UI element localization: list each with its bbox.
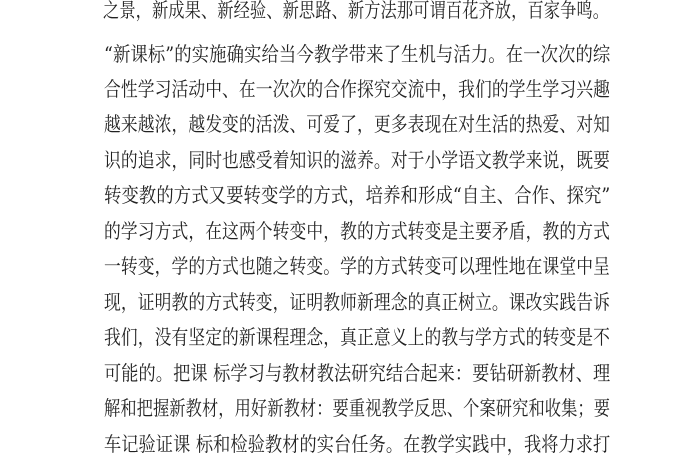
text-line-3: 合性学习活动中、在一次次的合作探究交流中，我们的学生学习兴趣 — [104, 77, 610, 101]
text-line-7: 的学习方式，在这两个转变中，教的方式转变是主要矛盾，教的方式 — [104, 219, 610, 243]
text-line-4: 越来越浓，越发变的活泼、可爱了，更多表现在对生活的热爱、对知 — [104, 112, 610, 136]
text-line-5: 识的追求，同时也感受着知识的滋养。对于小学语文教学来说，既要 — [104, 148, 610, 172]
text-line-12: 解和把握新教材，用好新教材：要重视教学反思、个案研究和收集；要 — [104, 396, 611, 420]
text-line-8: 一转变，学的方式也随之转变。学的方式转变可以理性地在课堂中呈 — [104, 254, 610, 278]
text-line-13: 车记验证课 标和检验教材的实台任务。在教学实践中，我将力求打 — [104, 432, 611, 456]
text-line-10: 我们，没有坚定的新课程理念，真正意义上的教与学方式的转变是不 — [104, 325, 610, 349]
text-line-2: “新课标”的实施确实给当今教学带来了生机与活力。在一次次的综 — [104, 42, 611, 66]
text-line-9: 现，证明教的方式转变，证明教师新理念的真正树立。课改实践告诉 — [104, 290, 610, 314]
text-line-11: 可能的。把课 标学习与教材教法研究结合起来：要钻研新教材、理 — [104, 361, 611, 385]
text-line-6: 转变教的方式又要转变学的方式，培养和形成“自主、合作、探究” — [104, 183, 611, 207]
text-line-1: 之景，新成果、新经验、新思路、新方法那可谓百花齐放，百家争鸣。 — [103, 0, 610, 22]
